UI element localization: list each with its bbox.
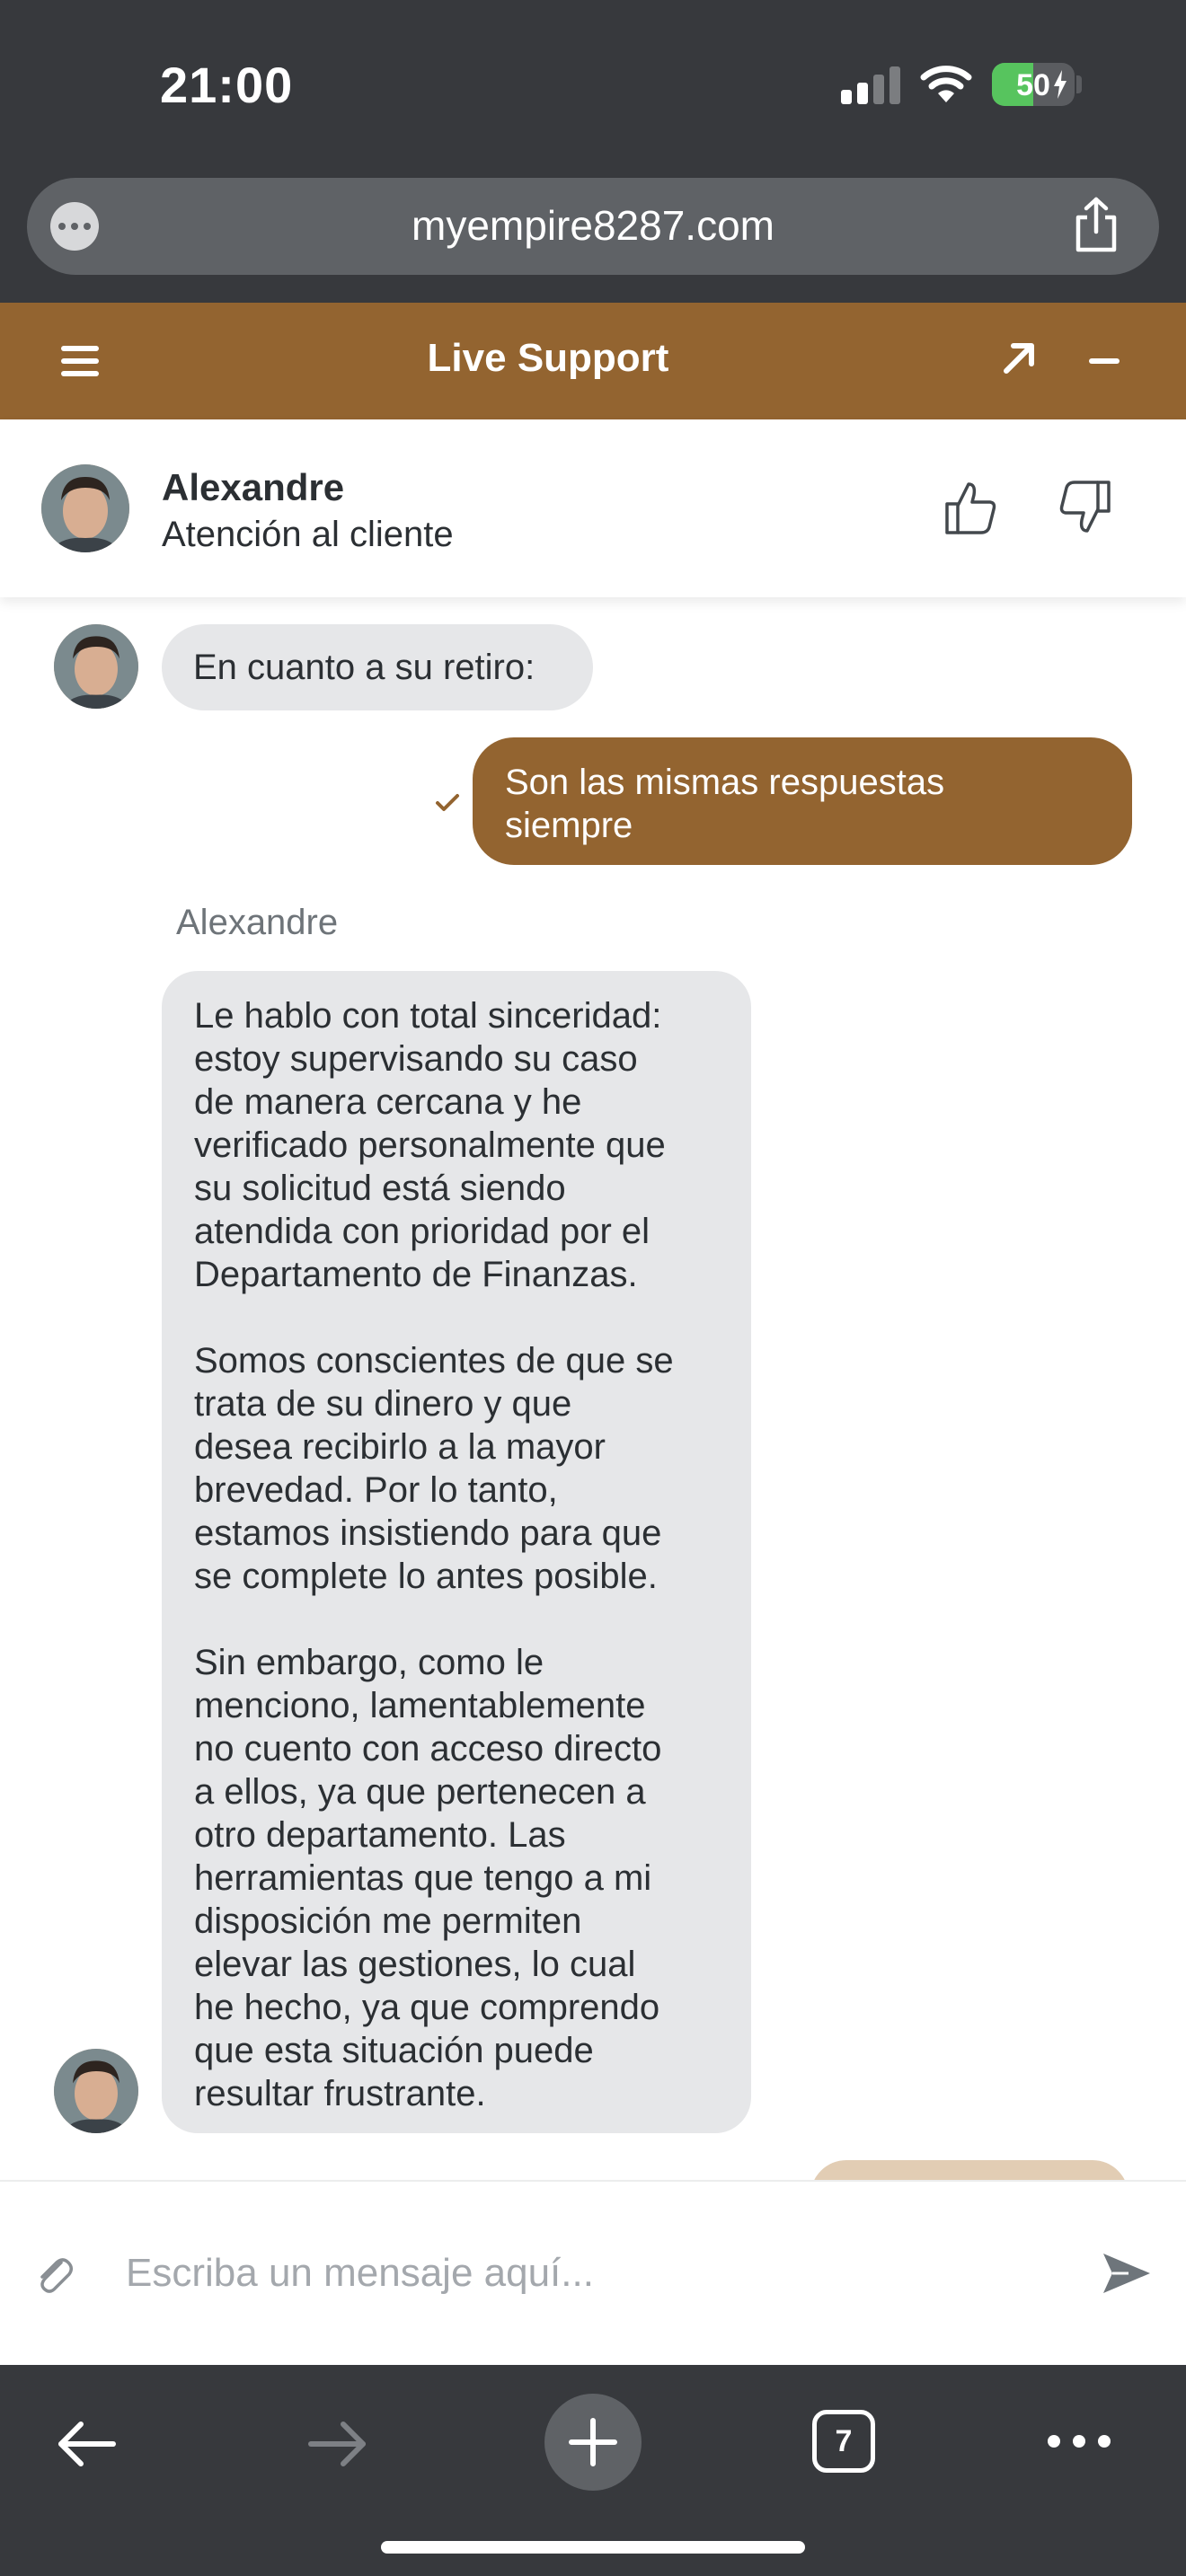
message-paragraph: Sin embargo, como le menciono, lamentablemente no cuento con acceso directo a ellos, ya que pertenecen a otro departamento. Las herramientas que tengo a mi disposición me permiten elevar las gestiones, lo cual he hecho, ya que comprendo que esta situación puede resultar frustrante. bbox=[194, 1643, 662, 2113]
message-text: Son las mismas respuestas siempre bbox=[505, 763, 945, 845]
share-icon[interactable] bbox=[1069, 196, 1123, 253]
popout-arrow-icon[interactable] bbox=[1001, 340, 1037, 376]
live-support-header bbox=[0, 303, 1186, 419]
browser-bottom-toolbar bbox=[0, 2365, 1186, 2576]
back-arrow-icon[interactable] bbox=[54, 2417, 119, 2471]
agent-card bbox=[0, 419, 1186, 597]
battery-level: 50 bbox=[1016, 68, 1050, 102]
avatar bbox=[41, 464, 129, 552]
plus-icon bbox=[568, 2417, 618, 2467]
message-list[interactable] bbox=[0, 597, 1186, 2180]
cellular-signal-icon bbox=[841, 66, 898, 104]
battery-indicator bbox=[992, 63, 1075, 106]
address-bar[interactable] bbox=[27, 178, 1159, 275]
agent-name: Alexandre bbox=[162, 466, 345, 508]
message-paragraph: Le hablo con total sinceridad: estoy supervisando su caso de manera cercana y he verificado personalmente que su solicitud está siendo atendida con prioridad por el Departamento de Finanzas. bbox=[194, 996, 666, 1294]
charging-bolt-icon bbox=[1053, 70, 1067, 99]
thumbs-down-icon[interactable] bbox=[1057, 479, 1112, 536]
message-text: En cuanto a su retiro: bbox=[193, 648, 535, 687]
agent-message-bubble bbox=[162, 971, 751, 2133]
battery-nub bbox=[1076, 75, 1082, 93]
message-input[interactable] bbox=[126, 2237, 1060, 2309]
avatar bbox=[54, 2049, 138, 2133]
user-message-bubble-partial bbox=[810, 2160, 1128, 2180]
paperclip-icon[interactable] bbox=[34, 2252, 74, 2295]
thumbs-up-icon[interactable] bbox=[943, 479, 999, 536]
wifi-icon bbox=[920, 63, 972, 104]
status-time: 21:00 bbox=[160, 57, 294, 113]
tabs-icon[interactable]: 7 bbox=[812, 2410, 875, 2473]
url-text[interactable]: myempire8287.com bbox=[412, 202, 774, 249]
forward-arrow-icon[interactable] bbox=[305, 2417, 370, 2471]
user-message-bubble bbox=[473, 737, 1132, 865]
agent-message-bubble bbox=[162, 624, 593, 710]
delivered-check-icon bbox=[435, 793, 460, 813]
ellipsis-icon[interactable] bbox=[1048, 2435, 1111, 2449]
browser-top-bar bbox=[0, 0, 1186, 303]
message-paragraph: Somos conscientes de que se trata de su dinero y que desea recibirlo a la mayor brevedad. Por lo tanto, estamos insistiendo para que se complete lo antes posible. bbox=[194, 1341, 674, 1596]
minimize-icon[interactable] bbox=[1089, 358, 1120, 364]
agent-role: Atención al cliente bbox=[162, 515, 454, 554]
support-title: Live Support bbox=[427, 336, 669, 380]
message-composer bbox=[0, 2180, 1186, 2367]
send-icon[interactable] bbox=[1102, 2250, 1152, 2297]
new-tab-button[interactable] bbox=[544, 2394, 642, 2491]
home-indicator[interactable] bbox=[381, 2541, 805, 2554]
avatar bbox=[54, 624, 138, 709]
sender-name: Alexandre bbox=[176, 903, 339, 942]
